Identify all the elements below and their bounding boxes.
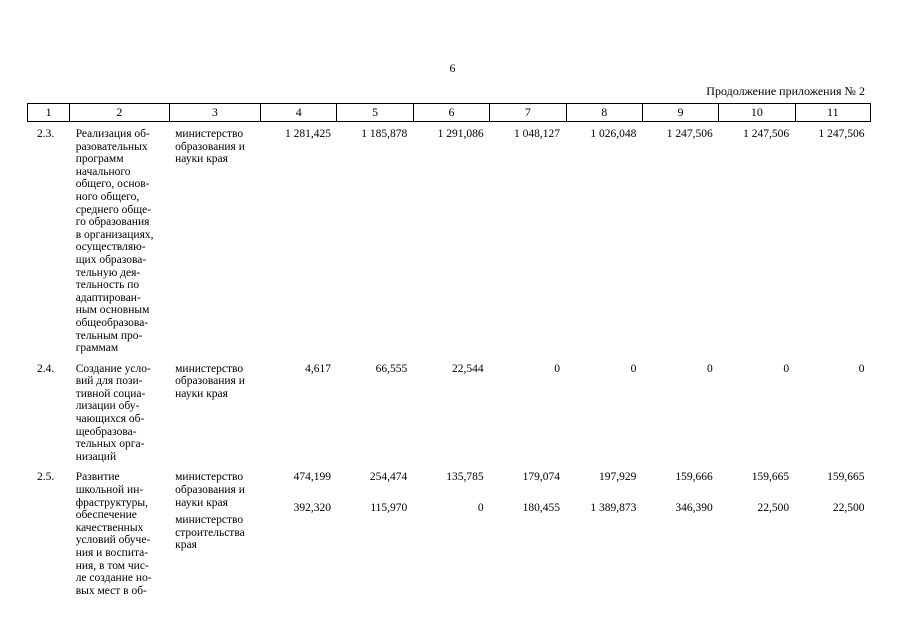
value-cell: 1 281,425 [284, 128, 331, 140]
value-cell: 0 [706, 362, 713, 375]
value-cell: 197,929 1 389,873 [590, 471, 637, 514]
activity-name: Реализация об- разовательных программ начального общего, основ- ного общего, среднего обще- го образования в организациях, осуществляю- щих образова- тельную дея- тельность по адаптирован- ным основным общеобразова- тельным про- граммам [75, 128, 154, 355]
column-header: 4 [261, 104, 337, 122]
value-cell: 1 291,086 [437, 128, 484, 140]
column-header: 5 [337, 104, 413, 122]
appendix-continuation-label: Продолжение приложения № 2 [706, 84, 865, 98]
value-cell: 4,617 [305, 362, 331, 375]
column-header: 9 [642, 104, 718, 122]
column-header: 11 [795, 104, 870, 122]
column-header: 8 [566, 104, 642, 122]
row-number: 2.5. [36, 471, 55, 484]
executor: министерство образования и науки края [175, 128, 245, 166]
executor: министерство образования и науки края [175, 362, 245, 400]
executor: министерство строительства края [175, 514, 245, 552]
activity-name: Создание усло- вий для пози- тивной социа- лизации обу- чающихся об- щеобразова- тельных орга- низаций [75, 362, 151, 463]
column-header: 2 [70, 104, 169, 122]
column-number-header-row [28, 104, 871, 122]
value-cell: 66,555 [375, 362, 408, 375]
row-number: 2.3. [36, 128, 55, 140]
value-cell: 0 [783, 362, 790, 375]
page-number: 6 [449, 61, 456, 75]
value-cell: 135,785 0 [446, 471, 484, 514]
value-cell: 474,199 392,320 [293, 471, 331, 514]
value-cell: 159,666 346,390 [675, 471, 713, 514]
table-row [28, 355, 871, 464]
value-cell: 0 [554, 362, 561, 375]
value-cell: 254,474 115,970 [369, 471, 408, 514]
column-header: 1 [28, 104, 70, 122]
value-cell: 1 247,506 [743, 128, 790, 140]
value-cell: 1 026,048 [590, 128, 637, 140]
row-number: 2.4. [36, 362, 55, 375]
value-cell: 1 247,506 [666, 128, 713, 140]
table-row [28, 122, 871, 355]
table-row [28, 463, 871, 597]
column-header: 3 [169, 104, 260, 122]
executors-list [169, 463, 260, 597]
column-header: 7 [490, 104, 566, 122]
budget-table [27, 103, 871, 597]
value-cell: 22,544 [452, 362, 484, 375]
value-cell: 0 [858, 362, 865, 375]
value-cell: 159,665 22,500 [751, 471, 790, 514]
column-header: 6 [413, 104, 489, 122]
value-cell: 179,074 180,455 [522, 471, 561, 514]
value-cell: 159,665 22,500 [827, 471, 865, 514]
value-cell: 0 [630, 362, 637, 375]
activity-name: Развитие школьной ин- фраструктуры, обеспечение качественных условий обуче- ния и воспита- ния, в том чис- ле создание но- вых мест в об- [75, 471, 152, 597]
executor: министерство образования и науки края [175, 471, 245, 509]
value-cell: 1 247,506 [818, 128, 865, 140]
column-header: 10 [719, 104, 795, 122]
value-cell: 1 048,127 [514, 128, 561, 140]
value-cell: 1 185,878 [361, 128, 408, 140]
